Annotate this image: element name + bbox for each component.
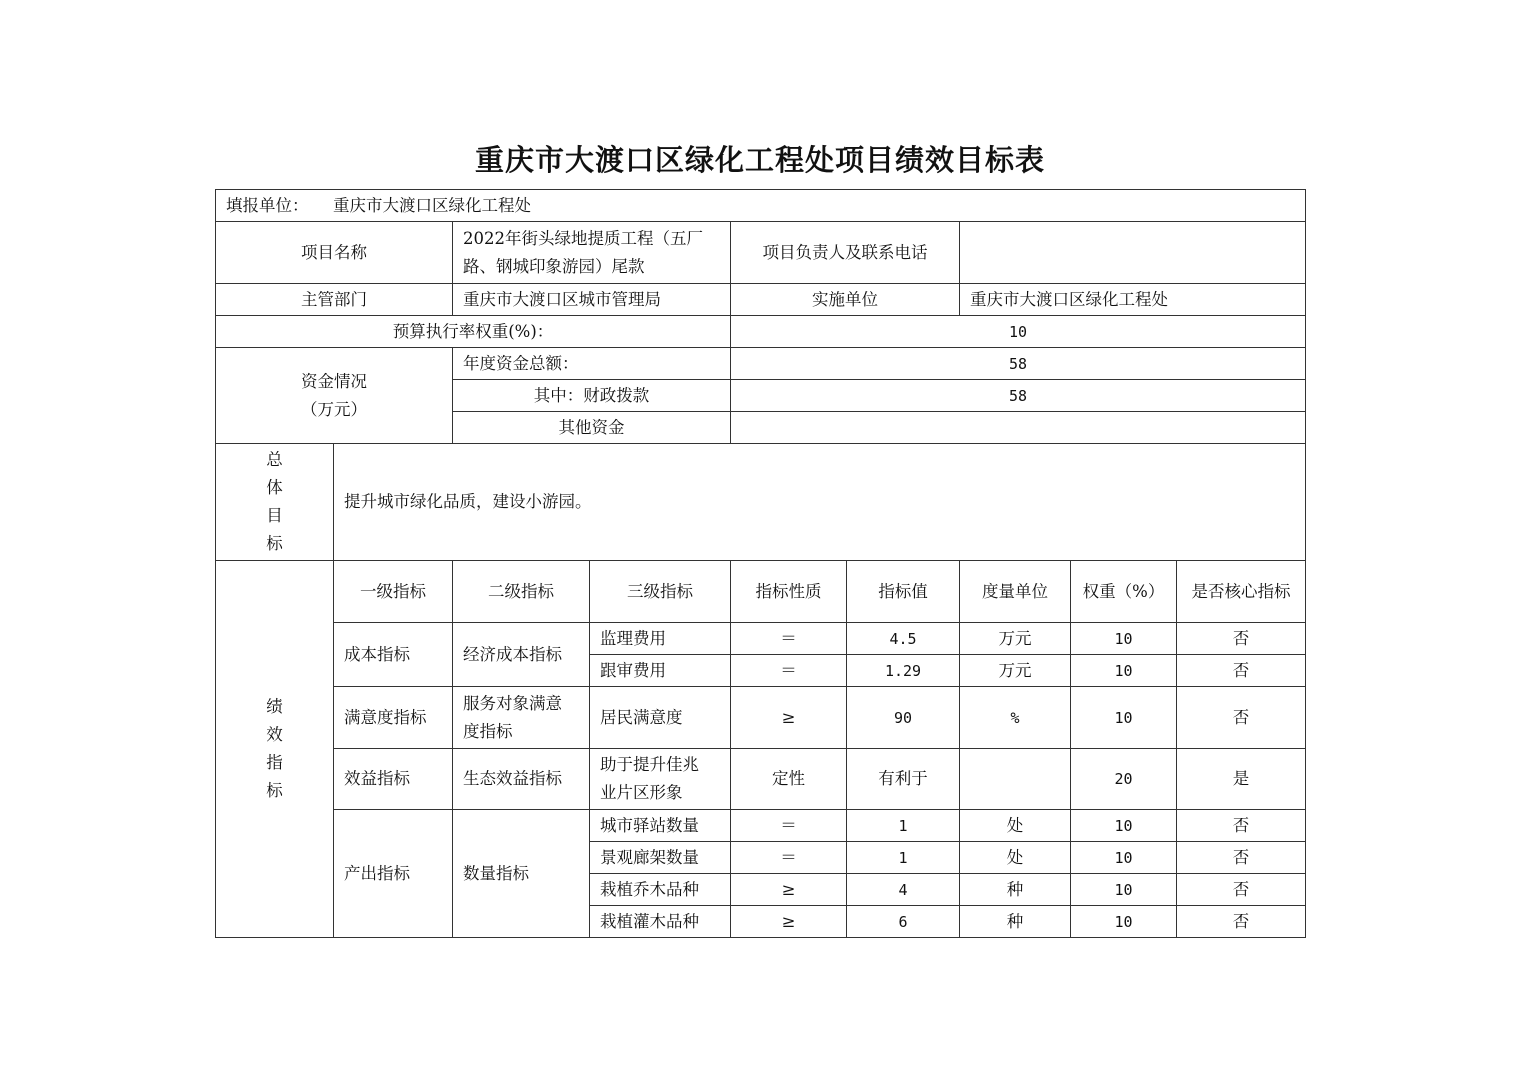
table-row — [216, 687, 1306, 749]
goal-label-char: 总 — [266, 450, 283, 469]
dept-label: 主管部门 — [216, 284, 453, 316]
benefit-level3-line1: 助于提升佳兆 — [600, 755, 699, 774]
nature-cell: 定性 — [731, 749, 847, 810]
page-title: 重庆市大渡口区绿化工程处项目绩效目标表 — [474, 143, 1045, 177]
unit-cell — [216, 190, 1306, 222]
project-name-line1: 2022年街头绿地提质工程（五厂 — [463, 228, 703, 248]
impl-unit-label: 实施单位 — [731, 284, 960, 316]
output-level2: 数量指标 — [453, 810, 590, 938]
core-cell: 否 — [1177, 687, 1306, 749]
weight-cell: 10 — [1071, 687, 1177, 749]
level3-cell: 栽植灌木品种 — [590, 906, 731, 938]
nature-cell: ＝ — [731, 655, 847, 687]
indicators-label-char: 指 — [266, 753, 283, 772]
weight-cell: 10 — [1071, 623, 1177, 655]
header-value: 指标值 — [847, 561, 960, 623]
core-cell: 否 — [1177, 810, 1306, 842]
satisfaction-level2-line2: 度指标 — [463, 721, 513, 741]
nature-cell: ＝ — [731, 810, 847, 842]
goal-row — [216, 444, 1306, 561]
core-cell: 否 — [1177, 906, 1306, 938]
value-cell: 1 — [847, 842, 960, 874]
table-row — [216, 623, 1306, 655]
cost-level2: 经济成本指标 — [453, 623, 590, 687]
indicator-header-row — [216, 561, 1306, 623]
cost-level1: 成本指标 — [334, 623, 453, 687]
weight-cell: 10 — [1071, 842, 1177, 874]
goal-label — [216, 444, 334, 561]
performance-target-table — [215, 189, 1306, 938]
value-cell: 6 — [847, 906, 960, 938]
level3-cell: 居民满意度 — [590, 687, 731, 749]
budget-row — [216, 316, 1306, 348]
level3-cell — [590, 749, 731, 810]
weight-cell: 20 — [1071, 749, 1177, 810]
value-cell: 4.5 — [847, 623, 960, 655]
nature-cell: ＝ — [731, 623, 847, 655]
header-level1: 一级指标 — [334, 561, 453, 623]
budget-label: 预算执行率权重(%)： — [216, 316, 731, 348]
unit-value: 重庆市大渡口区绿化工程处 — [333, 195, 531, 215]
header-core: 是否核心指标 — [1177, 561, 1306, 623]
funds-total-value: 58 — [731, 348, 1306, 380]
unit-cell: 处 — [960, 842, 1071, 874]
unit-cell: 万元 — [960, 623, 1071, 655]
satisfaction-level2-line1: 服务对象满意 — [463, 693, 562, 713]
level3-cell: 栽植乔木品种 — [590, 874, 731, 906]
header-weight: 权重（%） — [1071, 561, 1177, 623]
nature-cell: ＝ — [731, 842, 847, 874]
core-cell: 否 — [1177, 874, 1306, 906]
core-cell: 否 — [1177, 655, 1306, 687]
header-level2: 二级指标 — [453, 561, 590, 623]
level3-cell: 景观廊架数量 — [590, 842, 731, 874]
budget-value: 10 — [731, 316, 1306, 348]
project-row — [216, 222, 1306, 284]
dept-value: 重庆市大渡口区城市管理局 — [453, 284, 731, 316]
header-unit: 度量单位 — [960, 561, 1071, 623]
benefit-level1: 效益指标 — [334, 749, 453, 810]
goal-label-char: 目 — [266, 506, 283, 525]
unit-row — [216, 190, 1306, 222]
indicators-label-char: 绩 — [266, 697, 283, 716]
indicators-label — [216, 561, 334, 938]
project-name-value — [453, 222, 731, 284]
unit-cell: 种 — [960, 906, 1071, 938]
project-contact-value — [960, 222, 1306, 284]
value-cell: 1 — [847, 810, 960, 842]
table-row — [216, 749, 1306, 810]
level3-cell: 监理费用 — [590, 623, 731, 655]
satisfaction-level2 — [453, 687, 590, 749]
project-contact-label: 项目负责人及联系电话 — [731, 222, 960, 284]
value-cell: 1.29 — [847, 655, 960, 687]
funds-total-row — [216, 348, 1306, 380]
funds-other-label: 其他资金 — [453, 412, 731, 444]
unit-cell: 万元 — [960, 655, 1071, 687]
nature-cell: ≥ — [731, 906, 847, 938]
nature-cell: ≥ — [731, 687, 847, 749]
weight-cell: 10 — [1071, 810, 1177, 842]
benefit-level3-line2: 业片区形象 — [600, 783, 683, 802]
weight-cell: 10 — [1071, 906, 1177, 938]
project-name-label: 项目名称 — [216, 222, 453, 284]
unit-cell — [960, 749, 1071, 810]
level3-cell: 跟审费用 — [590, 655, 731, 687]
unit-cell: 处 — [960, 810, 1071, 842]
value-cell: 有利于 — [847, 749, 960, 810]
header-level3: 三级指标 — [590, 561, 731, 623]
funds-other-value — [731, 412, 1306, 444]
satisfaction-level1: 满意度指标 — [334, 687, 453, 749]
core-cell: 否 — [1177, 842, 1306, 874]
weight-cell: 10 — [1071, 655, 1177, 687]
unit-cell: 种 — [960, 874, 1071, 906]
level3-cell: 城市驿站数量 — [590, 810, 731, 842]
header-nature: 指标性质 — [731, 561, 847, 623]
unit-cell: % — [960, 687, 1071, 749]
indicators-label-char: 效 — [266, 725, 283, 744]
funds-label — [216, 348, 453, 444]
funds-fiscal-value: 58 — [731, 380, 1306, 412]
dept-row — [216, 284, 1306, 316]
indicators-label-char: 标 — [266, 781, 283, 800]
output-level1: 产出指标 — [334, 810, 453, 938]
table-row — [216, 810, 1306, 842]
unit-label: 填报单位： — [226, 195, 309, 215]
nature-cell: ≥ — [731, 874, 847, 906]
goal-label-char: 标 — [266, 534, 283, 553]
goal-text: 提升城市绿化品质，建设小游园。 — [334, 444, 1306, 561]
funds-label-line2: （万元） — [301, 399, 367, 419]
core-cell: 是 — [1177, 749, 1306, 810]
core-cell: 否 — [1177, 623, 1306, 655]
funds-total-label: 年度资金总额： — [453, 348, 731, 380]
funds-label-line1: 资金情况 — [301, 371, 367, 391]
impl-unit-value: 重庆市大渡口区绿化工程处 — [960, 284, 1306, 316]
benefit-level2: 生态效益指标 — [453, 749, 590, 810]
weight-cell: 10 — [1071, 874, 1177, 906]
value-cell: 90 — [847, 687, 960, 749]
funds-fiscal-label: 其中：财政拨款 — [453, 380, 731, 412]
goal-label-char: 体 — [266, 478, 283, 497]
value-cell: 4 — [847, 874, 960, 906]
project-name-line2: 路、钢城印象游园）尾款 — [463, 256, 645, 276]
